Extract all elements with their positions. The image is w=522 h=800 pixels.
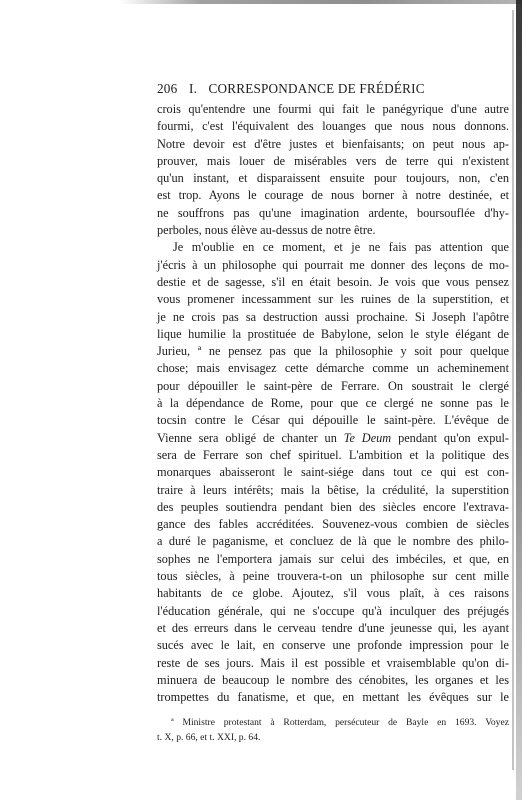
text-line: ne souffrons pas qu'une imagination ardente, boursouflée d'hy- [157, 205, 509, 220]
book-page [157, 78, 510, 745]
scan-edge-top [120, 0, 522, 4]
text-line: minuera de beaucoup le nombre des cénobites, les organes et les [157, 672, 509, 687]
scan-edge-shadow [512, 10, 514, 770]
text-line: et des erreurs dans le cerveau tendre d'une jeunesse qui, les ayant [157, 620, 509, 635]
text-line: à la dépendance de Rome, pour que ce clergé ne sonne pas le [157, 396, 509, 411]
body-text [157, 101, 510, 706]
footnote-line: ª Ministre protestant à Rotterdam, persécuteur de Bayle en 1693. Voyez [171, 717, 509, 729]
text-line: tocsin contre le César qui dépouille le saint-père. L'évêque de [157, 413, 509, 428]
text-line: Vienne sera obligé de chanter un Te Deum pendant qu'on expul- [157, 430, 510, 445]
italic-phrase: Te Deum [343, 430, 392, 445]
text-line: crois qu'entendre une fourmi qui fait le panégyrique d'une autre [157, 102, 509, 116]
text-line: gance des fables accréditées. Souvenez-vous combien de siècles [157, 517, 509, 532]
text-line: trompettes du fanatisme, et que, en mettant les évêques sur le [157, 690, 509, 705]
page-number: 206 [157, 81, 178, 96]
text-line: sophes ne l'emportera jamais sur celui des imbéciles, et que, en [157, 551, 509, 566]
running-header [157, 78, 503, 100]
text-line: vous promener incessamment sur les ruines de la superstition, et [157, 292, 509, 307]
text-line: tous siècles, à peine trouvera-t-on un philosophe sur cent mille [157, 569, 509, 584]
scan-edge-right [516, 0, 522, 800]
text-line: prouver, mais louer de misérables vers de terre qui n'existent [157, 153, 509, 168]
text-line: reste de ses jours. Mais il est possible et vraisemblable qu'on di- [157, 655, 509, 670]
volume-roman: I. [189, 81, 198, 96]
text-line: je ne crois pas sa destruction aussi prochaine. Si Joseph l'apôtre [157, 309, 509, 324]
text-line: qu'un instant, et disparaissent ensuite pour toujours, non, c'en [157, 171, 509, 186]
text-line: pour dépouiller le saint-père de Ferrare. On soustrait le clergé [157, 378, 509, 393]
text-line: lique humilie la prostituée de Babylone, selon le style élégant de [157, 326, 509, 341]
text-line: sera de Ferrare son chef spirituel. L'ambition et la politique des [157, 447, 509, 462]
footnote [157, 716, 509, 745]
text-line: Notre devoir est d'être justes et bienfaisants; on peut nous ap- [157, 136, 509, 151]
text-line: des peuples soutiendra pendant bien des siècles encore l'extrava- [157, 499, 509, 514]
text-line: est trop. Ayons le courage de nous borner à notre destinée, et [157, 188, 509, 203]
text-line: Je m'oublie en ce moment, et je ne fais pas attention que [173, 240, 509, 255]
text-line: l'éducation générale, qui ne s'occupe qu'à inculquer des préjugés [157, 603, 509, 618]
text-line: j'écris à un philosophe qui pourrait me donner des leçons de mo- [157, 257, 509, 272]
footnote-line: t. X, p. 66, et t. XXI, p. 64. [157, 731, 261, 743]
text-line: fourmi, c'est l'équivalent des louanges que nous nous donnons. [157, 119, 509, 134]
text-line: chose; mais envisagez cette démarche comme un acheminement [157, 361, 509, 376]
text-line: a duré le paganisme, et concluez de là que le nombre des philo- [157, 534, 509, 549]
text-line: habitants de ce globe. Ajoutez, s'il vous plaît, à ces raisons [157, 586, 509, 601]
text-line: Jurieu, ª ne pensez pas que la philosophie y soit pour quelque [157, 344, 509, 359]
text-line: traire à leurs intérêts; mais la bêtise, la crédulité, la superstition [157, 482, 509, 497]
text-line: sucés avec le lait, en conserve une profonde impression pour le [157, 638, 509, 653]
text-line: perboles, nous élève au-dessus de notre être. [157, 223, 376, 238]
text-line: monarques abaisseront le saint-siége dans tout ce qui est con- [157, 465, 509, 480]
header-title: CORRESPONDANCE DE FRÉDÉRIC [208, 81, 425, 96]
text-line: destie et de sagesse, s'il en était besoin. Je vois que vous pensez [157, 274, 509, 289]
